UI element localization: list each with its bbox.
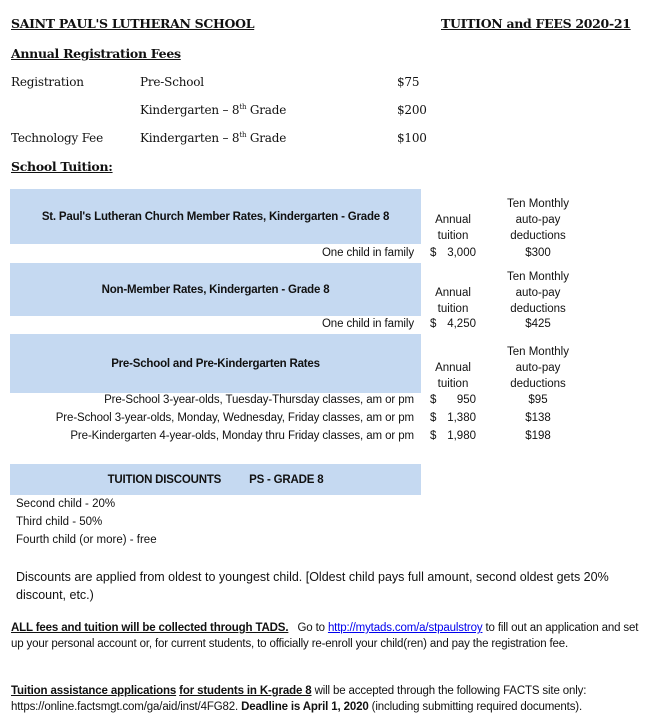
monthly-deductions-header — [500, 196, 576, 244]
fee-level — [140, 75, 204, 89]
monthly-deductions-header — [500, 344, 576, 392]
header-line: Annual — [435, 287, 471, 299]
header-line: auto-pay — [515, 362, 561, 374]
monthly-amount: $138 — [525, 412, 551, 424]
section-title: Non-Member Rates, Kindergarten - Grade 8 — [101, 283, 330, 296]
header-line: tuition — [437, 230, 469, 242]
fee-level-text: Kindergarten – 8 — [140, 103, 240, 117]
discounts-scope: PS - GRADE 8 — [249, 473, 324, 486]
document-title: TUITION and FEES 2020-21 — [441, 16, 631, 31]
discount-item: Fourth child (or more) - free — [16, 534, 157, 546]
annual-value: 1,980 — [447, 430, 476, 442]
header-line: deductions — [510, 378, 566, 390]
annual-value: 1,380 — [447, 412, 476, 424]
header-line: Ten Monthly — [506, 271, 569, 283]
assistance-mid: will be accepted through the following FACTS site only: https://online.factsmgt.com/ga/aid/inst/4FG82. — [11, 685, 587, 713]
fee-amount: $200 — [397, 103, 427, 117]
discount-note: Discounts are applied from oldest to youngest child. [Oldest child pays full amount, second oldest gets 20% discount, etc.) — [16, 570, 609, 602]
header-line: auto-pay — [515, 214, 561, 226]
tads-rest: to fill out an application and set up your personal account or, for current students, to officially re-enroll your child(ren) and pay the registration fee. — [11, 622, 639, 650]
annual-value: 950 — [456, 394, 476, 406]
fee-level — [140, 103, 286, 117]
discount-item: Third child - 50% — [16, 516, 103, 528]
annual-value: 4,250 — [447, 318, 476, 330]
school-name: SAINT PAUL'S LUTHERAN SCHOOL — [11, 16, 255, 31]
assistance-lead: Tuition assistance applications — [11, 685, 177, 697]
monthly-amount: $300 — [525, 247, 551, 259]
fee-level-sup: th — [239, 131, 247, 139]
header-line: auto-pay — [515, 287, 561, 299]
row-label: Pre-School 3-year-olds, Monday, Wednesday, Friday classes, am or pm — [55, 412, 414, 424]
fee-level-sup: th — [239, 103, 247, 111]
fee-amount: $100 — [397, 131, 427, 145]
annual-tuition-header — [430, 360, 476, 392]
fee-amount: $75 — [397, 75, 420, 89]
row-label: One child in family — [321, 247, 414, 259]
discounts-band — [10, 464, 421, 495]
header-line: Annual — [435, 362, 471, 374]
currency-symbol: $ — [430, 430, 437, 442]
annual-tuition-header — [430, 212, 476, 244]
currency-symbol: $ — [430, 247, 437, 259]
tads-go-to: Go to — [288, 622, 328, 634]
currency-symbol: $ — [430, 394, 437, 406]
header-line: deductions — [510, 230, 566, 242]
fee-level-text: Kindergarten – 8 — [140, 131, 240, 145]
section-title: Pre-School and Pre-Kindergarten Rates — [111, 357, 320, 370]
header-line: tuition — [437, 303, 469, 315]
assistance-deadline: Deadline is April 1, 2020 — [241, 701, 369, 713]
tads-link[interactable]: http://mytads.com/a/stpaulstroy — [327, 622, 483, 634]
header-line: Ten Monthly — [506, 198, 569, 210]
fee-category: Registration — [11, 75, 84, 89]
monthly-deductions-header — [500, 269, 576, 317]
section-band — [10, 334, 421, 393]
header-line: Ten Monthly — [506, 346, 569, 358]
discount-item: Second child - 20% — [16, 498, 116, 510]
annual-value: 3,000 — [447, 247, 476, 259]
fee-level — [140, 131, 286, 145]
row-label: One child in family — [321, 318, 414, 330]
monthly-amount: $95 — [528, 394, 548, 406]
section-band — [10, 189, 421, 244]
monthly-amount: $198 — [525, 430, 551, 442]
annual-tuition-header — [430, 285, 476, 317]
currency-symbol: $ — [430, 412, 437, 424]
registration-heading: Annual Registration Fees — [11, 46, 181, 61]
assistance-scope: for students in K-grade 8 — [179, 685, 312, 697]
tuition-heading: School Tuition: — [11, 159, 113, 174]
header-line: tuition — [437, 378, 469, 390]
row-label: Pre-School 3-year-olds, Tuesday-Thursday classes, am or pm — [104, 394, 414, 406]
discounts-title: TUITION DISCOUNTS — [107, 473, 222, 486]
section-band — [10, 263, 421, 316]
tads-paragraph — [11, 620, 647, 652]
fee-level-suffix: Grade — [246, 131, 287, 145]
section-title: St. Paul's Lutheran Church Member Rates, Kindergarten - Grade 8 — [41, 210, 390, 223]
fee-level-text: Pre-School — [140, 75, 204, 89]
assistance-paragraph — [11, 683, 647, 715]
tads-lead: ALL fees and tuition will be collected through TADS. — [11, 622, 289, 634]
currency-symbol: $ — [430, 318, 437, 330]
fee-level-suffix: Grade — [246, 103, 287, 117]
row-label: Pre-Kindergarten 4-year-olds, Monday thru Friday classes, am or pm — [70, 430, 414, 442]
header-line: Annual — [435, 214, 471, 226]
assistance-tail: (including submitting required documents). — [368, 701, 583, 713]
header-line: deductions — [510, 303, 566, 315]
fee-category: Technology Fee — [11, 131, 103, 145]
monthly-amount: $425 — [525, 318, 551, 330]
